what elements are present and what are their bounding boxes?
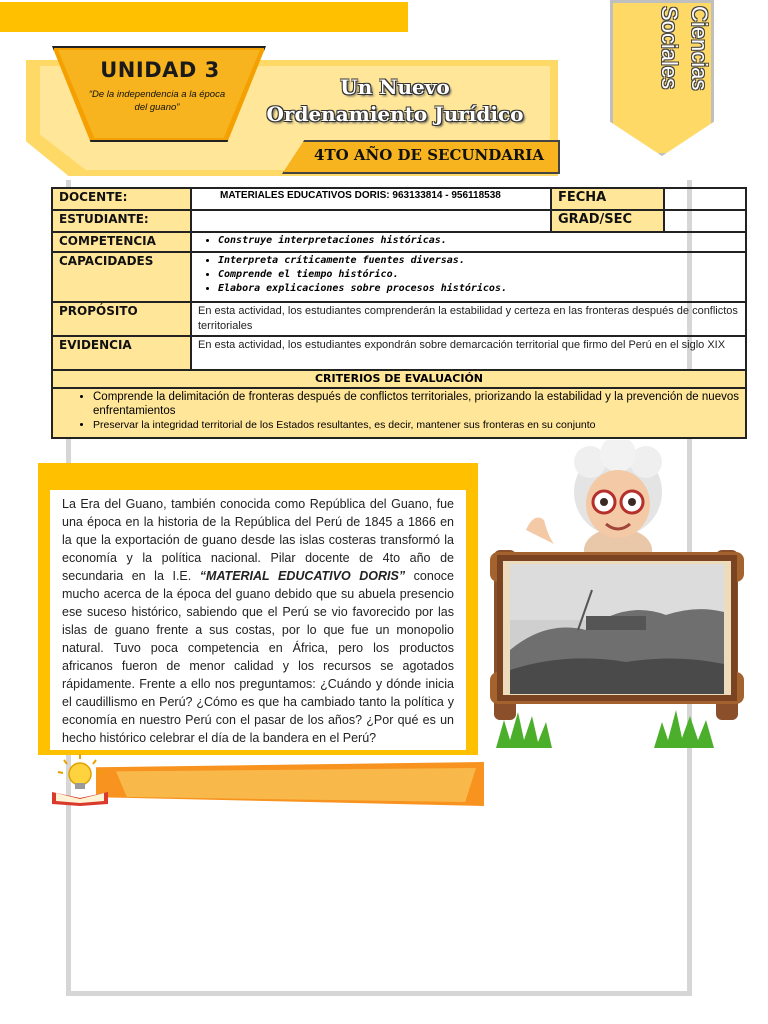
- fecha-label: FECHA: [551, 188, 664, 210]
- list-item: • Interpreta críticamente fuentes diversas.: [218, 254, 739, 268]
- list-item: • Construye interpretaciones históricas.: [218, 234, 739, 248]
- gradsec-label: GRAD/SEC: [551, 210, 664, 232]
- proposito-label: PROPÓSITO: [52, 302, 191, 336]
- reading-text-part2: conoce mucho acerca de la época del guano debido que su abuela presencio ese suceso histórico, sabiendo que el Perú se vio favorecido por las islas de guano frente a sus costas, por lo que fue un monopolio natural. Tuvo poca competencia en África, pero los productos africanos fueron de menor calidad y los recursos se agotados rápidamente. Frente a ello nos preguntamos: ¿Cuándo y dónde inicia el caudillismo en Perú? ¿Cómo es que ha cambiado tanto la política y economía en nuestro Perú con el pasar de los años? ¿Por qué es un hecho histórico celebrar el día de la bandera en el Perú?: [62, 569, 454, 745]
- table-row: [52, 188, 746, 210]
- reading-highlight: “MATERIAL EDUCATIVO DORIS”: [199, 569, 406, 583]
- table-row: [52, 252, 746, 302]
- decorative-arrow-inner: [116, 768, 476, 802]
- list-item: • Comprende el tiempo histórico.: [218, 268, 739, 282]
- reading-text: [62, 495, 454, 747]
- table-row: [52, 210, 746, 232]
- criterios-label: CRITERIOS DE EVALUACIÓN: [52, 370, 746, 388]
- competencia-label: COMPETENCIA: [52, 232, 191, 252]
- competencia-value: [191, 232, 746, 252]
- reading-text-part1: La Era del Guano, también conocida como República del Guano, fue una época en la historia de la República del Perú de 1845 a 1866 en la que la exportación de guano desde las islas costeras transformó la economía y la política nacional. Pilar docente de 4to año de secundaria en la I.E.: [62, 497, 454, 583]
- list-item: • Preservar la integridad territorial de los Estados resultantes, es decir, mantener sus fronteras en su conjunto: [93, 418, 739, 432]
- estudiante-label: ESTUDIANTE:: [52, 210, 191, 232]
- criterios-list: [52, 388, 746, 438]
- main-title-line1: Un Nuevo: [340, 75, 450, 99]
- top-bar: [0, 2, 408, 32]
- table-row: [52, 370, 746, 388]
- unit-title: UNIDAD 3: [100, 58, 220, 82]
- proposito-value: En esta actividad, los estudiantes comprenderán la estabilidad y certeza en las fronteras después de conflictos territoriales: [191, 302, 746, 336]
- capacidades-label: CAPACIDADES: [52, 252, 191, 302]
- list-item: • Elabora explicaciones sobre procesos históricos.: [218, 282, 739, 296]
- capacidades-value: [191, 252, 746, 302]
- evidencia-value: En esta actividad, los estudiantes expondrán sobre demarcación territorial que firmo del Perú en el siglo XIX: [191, 336, 746, 370]
- grade-label: 4TO AÑO DE SECUNDARIA: [314, 146, 544, 164]
- subject-label: [622, 6, 714, 126]
- info-table: [51, 187, 747, 439]
- table-row: [52, 232, 746, 252]
- table-row: [52, 388, 746, 438]
- table-row: [52, 336, 746, 370]
- table-row: [52, 302, 746, 336]
- estudiante-field[interactable]: [191, 210, 551, 232]
- subject-line2: Sociales: [657, 6, 682, 90]
- docente-value: MATERIALES EDUCATIVOS DORIS: 963133814 - 956118538: [191, 188, 551, 210]
- docente-label: DOCENTE:: [52, 188, 191, 210]
- evidencia-label: EVIDENCIA: [52, 336, 191, 370]
- main-title: [250, 74, 540, 128]
- main-title-line2: Ordenamiento Jurídico: [266, 102, 524, 126]
- list-item: • Comprende la delimitación de fronteras después de conflictos territoriales, priorizando la estabilidad y la prevención de nuevos enfrentamientos: [93, 390, 739, 418]
- picture-board: [486, 440, 748, 750]
- fecha-field[interactable]: [664, 188, 746, 210]
- gradsec-field[interactable]: [664, 210, 746, 232]
- unit-subtitle: “De la independencia a la época del guano”: [88, 89, 226, 113]
- lightbulb-book-icon: [48, 752, 112, 806]
- subject-line1: Ciencias: [687, 6, 712, 91]
